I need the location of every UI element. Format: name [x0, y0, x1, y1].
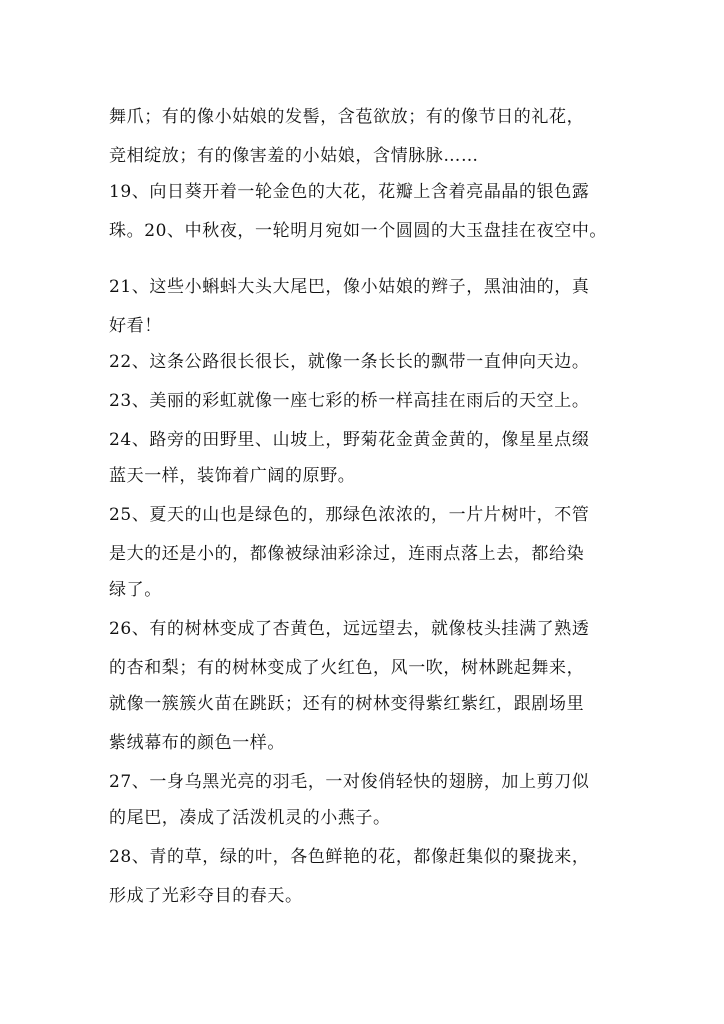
text-line: 竞相绽放；有的像害羞的小姑娘，含情脉脉…… — [109, 146, 479, 166]
text-line: 绿了。 — [109, 580, 162, 600]
text-line: 蓝天一样，装饰着广阔的原野。 — [109, 466, 356, 486]
text-line: 珠。20、中秋夜，一轮明月宛如一个圆圆的大玉盘挂在夜空中。 — [109, 221, 608, 241]
text-line: 形成了光彩夺目的春天。 — [109, 886, 303, 906]
text-line: 27、一身乌黑光亮的羽毛，一对俊俏轻快的翅膀，加上剪刀似 — [109, 772, 590, 792]
text-line: 就像一簇簇火苗在跳跃；还有的树林变得紫红紫红，跟剧场里 — [109, 694, 585, 714]
text-line: 好看！ — [109, 316, 162, 336]
text-line: 19、向日葵开着一轮金色的大花，花瓣上含着亮晶晶的银色露 — [109, 182, 590, 202]
text-line: 的杏和梨；有的树林变成了火红色，风一吹，树林跳起舞来， — [109, 658, 585, 678]
text-line: 28、青的草，绿的叶，各色鲜艳的花，都像赶集似的聚拢来， — [109, 847, 590, 867]
text-line: 紫绒幕布的颜色一样。 — [109, 733, 285, 753]
text-line: 24、路旁的田野里、山坡上，野菊花金黄金黄的，像星星点缀 — [109, 430, 590, 450]
text-line: 22、这条公路很长很长，就像一条长长的飘带一直伸向天边。 — [109, 352, 590, 372]
text-line: 23、美丽的彩虹就像一座七彩的桥一样高挂在雨后的天空上。 — [109, 391, 590, 411]
text-line: 25、夏天的山也是绿色的，那绿色浓浓的，一片片树叶，不管 — [109, 505, 590, 525]
text-line: 的尾巴，凑成了活泼机灵的小燕子。 — [109, 808, 391, 828]
text-line: 26、有的树林变成了杏黄色，远远望去，就像枝头挂满了熟透 — [109, 619, 590, 639]
text-line: 舞爪；有的像小姑娘的发髻，含苞欲放；有的像节日的礼花， — [109, 107, 585, 127]
text-line: 21、这些小蝌蚪大头大尾巴，像小姑娘的辫子，黑油油的，真 — [109, 277, 590, 297]
text-line: 是大的还是小的，都像被绿油彩涂过，连雨点落上去，都给染 — [109, 544, 585, 564]
